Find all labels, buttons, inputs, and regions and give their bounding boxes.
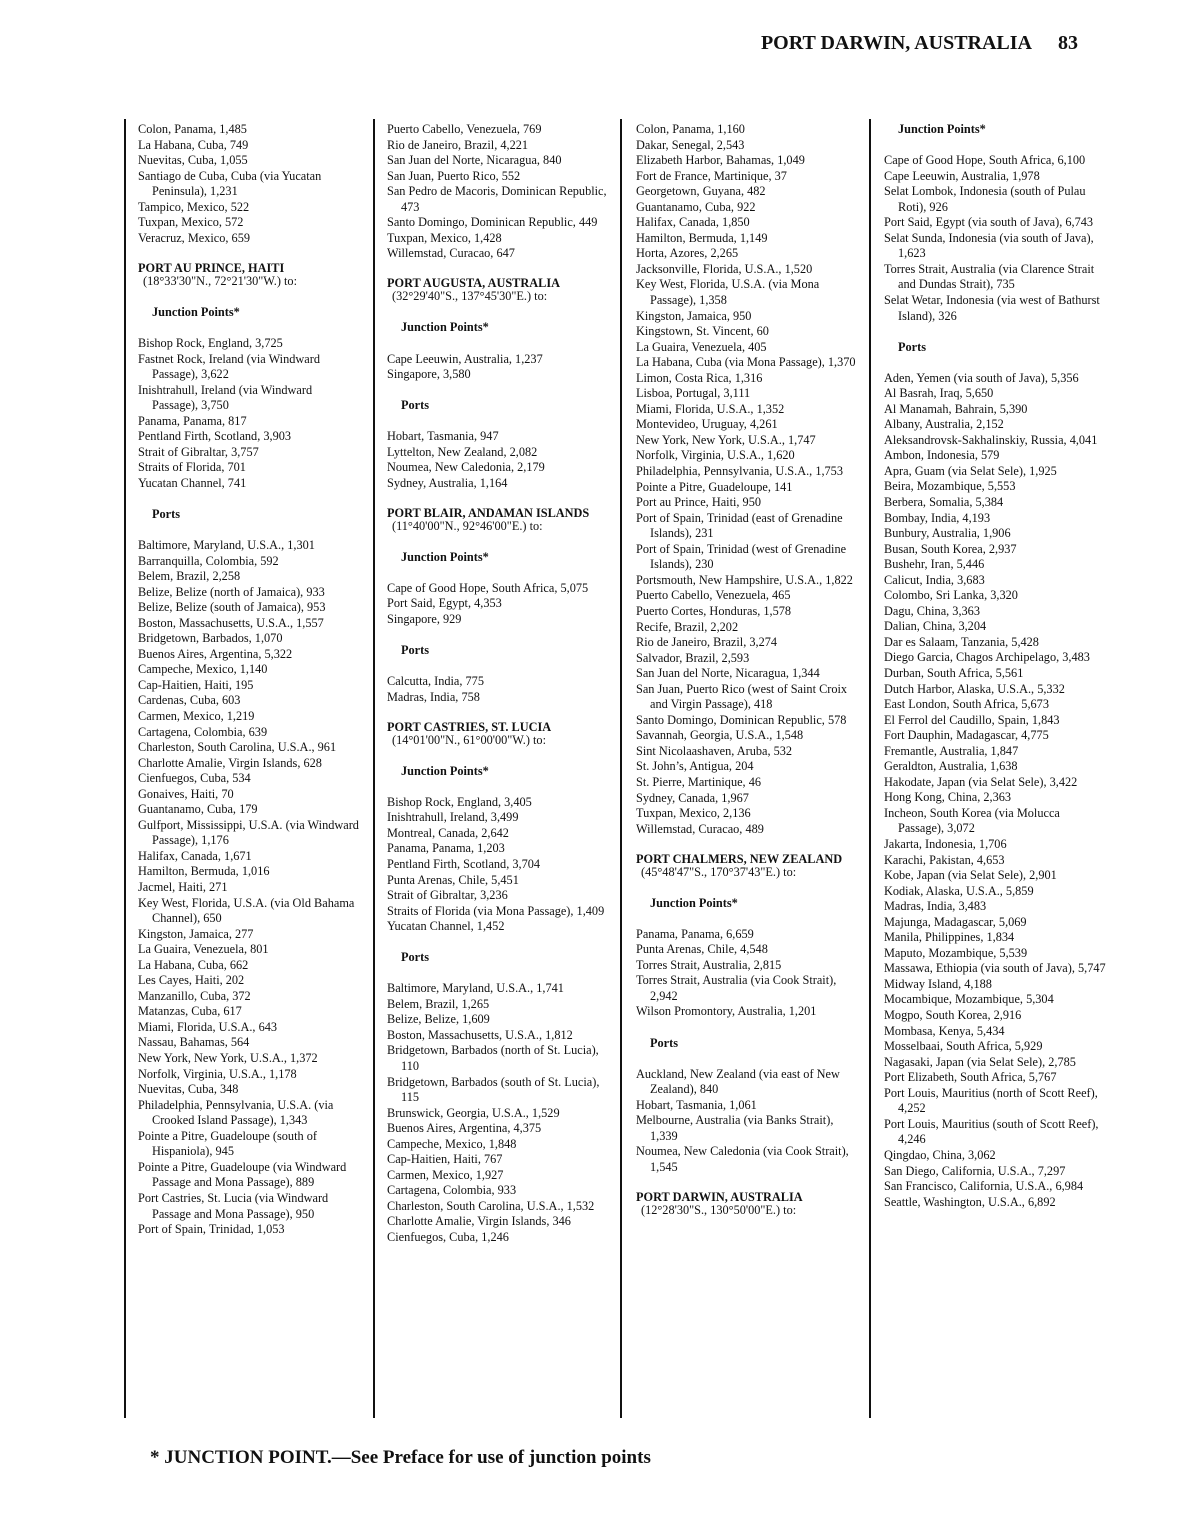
distance-entry: Savannah, Georgia, U.S.A., 1,548 — [636, 728, 804, 743]
distance-entry: Puerto Cabello, Venezuela, 769 — [387, 122, 542, 136]
distance-entry: Torres Strait, Australia, 2,815 — [636, 957, 782, 972]
distance-entry: La Habana, Cuba (via Mona Passage), 1,370 — [636, 355, 856, 370]
distance-entry: Jacmel, Haiti, 271 — [138, 880, 228, 895]
distance-entry: Straits of Florida, 701 — [138, 460, 246, 475]
distance-entry: St. Pierre, Martinique, 46 — [636, 774, 761, 789]
distance-entry: Tuxpan, Mexico, 572 — [138, 215, 244, 230]
column-4 — [884, 122, 1106, 1210]
distance-entry: Baltimore, Maryland, U.S.A., 1,301 — [138, 537, 315, 552]
distance-entry: Fremantle, Australia, 1,847 — [884, 743, 1019, 758]
distance-entry: Dutch Harbor, Alaska, U.S.A., 5,332 — [884, 681, 1065, 696]
section-subheading: Ports — [650, 1035, 678, 1050]
footnote: * JUNCTION POINT.—See Preface for use of junction points — [150, 1447, 651, 1468]
port-coordinates: (12°28'30"S., 130°50'00"E.) to: — [641, 1202, 797, 1217]
column-2 — [387, 122, 609, 1246]
distance-entry: Selat Wetar, Indonesia (via west of Bathurst Island), 326 — [884, 292, 1100, 323]
distance-entry: Veracruz, Mexico, 659 — [138, 230, 250, 245]
distance-entry: Manila, Philippines, 1,834 — [884, 930, 1015, 945]
section-subheading: Ports — [401, 643, 429, 658]
distance-entry: Nassau, Bahamas, 564 — [138, 1035, 250, 1050]
distance-entry: Bishop Rock, England, 3,725 — [138, 335, 283, 350]
distance-entry: Belize, Belize, 1,609 — [387, 1012, 490, 1027]
distance-entry: Cartagena, Colombia, 639 — [138, 724, 268, 739]
distance-entry: Hamilton, Bermuda, 1,016 — [138, 864, 270, 879]
section-subheading: Junction Points* — [898, 122, 986, 136]
distance-entry: Tampico, Mexico, 522 — [138, 199, 250, 214]
distance-entry: Nuevitas, Cuba, 348 — [138, 1082, 239, 1097]
distance-entry: Belem, Brazil, 1,265 — [387, 996, 490, 1011]
distance-entry: Aleksandrovsk-Sakhalinskiy, Russia, 4,041 — [884, 432, 1098, 447]
distance-entry: Colon, Panama, 1,160 — [636, 122, 745, 136]
distance-entry: Wilson Promontory, Australia, 1,201 — [636, 1004, 817, 1019]
distance-entry: Guantanamo, Cuba, 179 — [138, 802, 258, 817]
distance-entry: Cap-Haitien, Haiti, 767 — [387, 1152, 503, 1167]
port-coordinates: (45°48'47"S., 170°37'43"E.) to: — [641, 864, 797, 879]
distance-entry: Hamilton, Bermuda, 1,149 — [636, 230, 768, 245]
distance-entry: Sydney, Australia, 1,164 — [387, 475, 508, 490]
distance-entry: Madras, India, 758 — [387, 689, 480, 704]
distance-entry: La Habana, Cuba, 662 — [138, 957, 249, 972]
distance-entry: Mombasa, Kenya, 5,434 — [884, 1023, 1005, 1038]
distance-entry: Ambon, Indonesia, 579 — [884, 448, 1000, 463]
distance-entry: New York, New York, U.S.A., 1,372 — [138, 1051, 318, 1066]
distance-entry: Rio de Janeiro, Brazil, 3,274 — [636, 635, 778, 650]
distance-entry: Diego Garcia, Chagos Archipelago, 3,483 — [884, 650, 1090, 665]
distance-entry: Cape of Good Hope, South Africa, 5,075 — [387, 580, 589, 595]
distance-entry: Bunbury, Australia, 1,906 — [884, 526, 1011, 541]
distance-entry: Albany, Australia, 2,152 — [884, 417, 1004, 432]
distance-entry: Portsmouth, New Hampshire, U.S.A., 1,822 — [636, 572, 853, 587]
column-1 — [138, 122, 360, 1238]
port-coordinates: (11°40'00"N., 92°46'00"E.) to: — [392, 518, 543, 533]
section-subheading: Junction Points* — [401, 320, 489, 335]
distance-entry: Noumea, New Caledonia, 2,179 — [387, 460, 545, 475]
column-rule — [620, 119, 622, 1418]
distance-entry: Willemstad, Curacao, 489 — [636, 821, 764, 836]
distance-entry: San Pedro de Macoris, Dominican Republic, 473 — [387, 184, 607, 214]
distance-entry: San Diego, California, U.S.A., 7,297 — [884, 1163, 1066, 1178]
distance-entry: Maputo, Mozambique, 5,539 — [884, 945, 1028, 960]
distance-entry: Cardenas, Cuba, 603 — [138, 693, 241, 708]
distance-entry: Santiago de Cuba, Cuba (via Yucatan Peninsula), 1,231 — [138, 168, 322, 199]
distance-entry: Inishtrahull, Ireland (via Windward Passage), 3,750 — [138, 382, 313, 413]
distance-entry: Strait of Gibraltar, 3,236 — [387, 888, 508, 903]
page-header — [761, 32, 1078, 55]
section-subheading: Junction Points* — [401, 763, 489, 778]
distance-entry: Belize, Belize (south of Jamaica), 953 — [138, 600, 326, 615]
distance-entry: Sydney, Canada, 1,967 — [636, 790, 749, 805]
distance-entry: Hong Kong, China, 2,363 — [884, 790, 1012, 805]
distance-entry: Singapore, 929 — [387, 612, 462, 627]
distance-entry: Campeche, Mexico, 1,140 — [138, 662, 268, 677]
distance-entry: Carmen, Mexico, 1,927 — [387, 1167, 504, 1182]
section-subheading: Junction Points* — [152, 304, 240, 319]
distance-entry: Norfolk, Virginia, U.S.A., 1,178 — [138, 1066, 297, 1081]
distance-entry: Horta, Azores, 2,265 — [636, 246, 739, 261]
section-subheading: Junction Points* — [650, 895, 738, 910]
distance-entry: La Habana, Cuba, 749 — [138, 137, 249, 152]
distance-entry: Pointe a Pitre, Guadeloupe (south of Hispaniola), 945 — [138, 1128, 317, 1159]
distance-entry: Bushehr, Iran, 5,446 — [884, 557, 985, 572]
port-heading: PORT CASTRIES, ST. LUCIA — [387, 719, 552, 734]
distance-entry: Georgetown, Guyana, 482 — [636, 184, 766, 199]
distance-entry: Halifax, Canada, 1,850 — [636, 215, 750, 230]
distance-entry: San Francisco, California, U.S.A., 6,984 — [884, 1179, 1084, 1194]
section-subheading: Ports — [898, 339, 926, 354]
distance-entry: Kingston, Jamaica, 277 — [138, 926, 254, 941]
distance-entry: Dakar, Senegal, 2,543 — [636, 137, 745, 152]
section-subheading: Ports — [401, 950, 429, 965]
distance-entry: Charlotte Amalie, Virgin Islands, 628 — [138, 755, 322, 770]
port-heading: PORT AU PRINCE, HAITI — [138, 260, 285, 275]
distance-entry: Key West, Florida, U.S.A. (via Mona Passage), 1,358 — [636, 277, 820, 308]
distance-entry: Madras, India, 3,483 — [884, 899, 987, 914]
distance-entry: Boston, Massachusetts, U.S.A., 1,812 — [387, 1027, 573, 1042]
distance-entry: Charleston, South Carolina, U.S.A., 961 — [138, 740, 337, 755]
distance-entry: Tuxpan, Mexico, 2,136 — [636, 806, 751, 821]
distance-entry: Yucatan Channel, 1,452 — [387, 919, 505, 934]
distance-entry: Puerto Cortes, Honduras, 1,578 — [636, 603, 792, 618]
distance-entry: Charleston, South Carolina, U.S.A., 1,532 — [387, 1198, 595, 1213]
distance-entry: Qingdao, China, 3,062 — [884, 1147, 996, 1162]
distance-entry: Geraldton, Australia, 1,638 — [884, 759, 1018, 774]
distance-entry: Boston, Massachusetts, U.S.A., 1,557 — [138, 615, 324, 630]
distance-entry: Auckland, New Zealand (via east of New Zealand), 840 — [636, 1066, 840, 1097]
distance-entry: San Juan del Norte, Nicaragua, 1,344 — [636, 666, 820, 681]
distance-entry: Campeche, Mexico, 1,848 — [387, 1136, 517, 1151]
distance-entry: Lisboa, Portugal, 3,111 — [636, 386, 751, 401]
column-3 — [636, 122, 858, 1218]
distance-entry: Seattle, Washington, U.S.A., 6,892 — [884, 1194, 1056, 1209]
distance-entry: Jacksonville, Florida, U.S.A., 1,520 — [636, 261, 813, 276]
distance-entry: Pentland Firth, Scotland, 3,903 — [138, 429, 292, 444]
distance-entry: Panama, Panama, 817 — [138, 413, 247, 428]
page-number: 83 — [1058, 32, 1078, 54]
column-rule — [869, 119, 871, 1418]
distance-entry: Torres Strait, Australia (via Clarence Strait and Dundas Strait), 735 — [884, 261, 1095, 292]
distance-entry: Brunswick, Georgia, U.S.A., 1,529 — [387, 1105, 560, 1120]
distance-entry: Nagasaki, Japan (via Selat Sele), 2,785 — [884, 1054, 1076, 1069]
section-subheading: Junction Points* — [401, 549, 489, 564]
distance-entry: Calcutta, India, 775 — [387, 674, 484, 689]
port-heading: PORT BLAIR, ANDAMAN ISLANDS — [387, 505, 590, 520]
distance-entry: Durban, South Africa, 5,561 — [884, 666, 1024, 680]
distance-entry: Cape of Good Hope, South Africa, 6,100 — [884, 153, 1086, 168]
distance-entry: Aden, Yemen (via south of Java), 5,356 — [884, 370, 1079, 385]
distance-entry: Port Louis, Mauritius (north of Scott Reef), 4,252 — [884, 1085, 1098, 1116]
distance-entry: Bridgetown, Barbados (south of St. Lucia), 115 — [387, 1074, 600, 1105]
section-subheading: Ports — [401, 398, 429, 413]
distance-entry: Gonaives, Haiti, 70 — [138, 786, 234, 801]
distance-entry: Buenos Aires, Argentina, 4,375 — [387, 1121, 542, 1136]
distance-entry: Port Castries, St. Lucia (via Windward Passage and Mona Passage), 950 — [138, 1190, 329, 1221]
distance-entry: Port of Spain, Trinidad (east of Grenadine Islands), 231 — [636, 510, 843, 541]
distance-entry: San Juan, Puerto Rico (west of Saint Croix and Virgin Passage), 418 — [636, 681, 848, 712]
distance-entry: Colon, Panama, 1,485 — [138, 122, 247, 136]
distance-entry: Mosselbaai, South Africa, 5,929 — [884, 1039, 1043, 1054]
distance-entry: Recife, Brazil, 2,202 — [636, 619, 739, 634]
distance-entry: Baltimore, Maryland, U.S.A., 1,741 — [387, 981, 564, 996]
distance-entry: Guantanamo, Cuba, 922 — [636, 199, 756, 214]
distance-entry: Strait of Gibraltar, 3,757 — [138, 444, 259, 459]
distance-entry: Matanzas, Cuba, 617 — [138, 1004, 242, 1019]
distance-entry: Belize, Belize (north of Jamaica), 933 — [138, 584, 325, 599]
distance-entry: Kodiak, Alaska, U.S.A., 5,859 — [884, 883, 1034, 898]
distance-entry: Hobart, Tasmania, 947 — [387, 429, 499, 444]
distance-entry: Cartagena, Colombia, 933 — [387, 1183, 517, 1198]
distance-entry: Les Cayes, Haiti, 202 — [138, 973, 245, 988]
distance-entry: Al Manamah, Bahrain, 5,390 — [884, 401, 1028, 416]
distance-entry: New York, New York, U.S.A., 1,747 — [636, 432, 816, 447]
port-coordinates: (32°29'40"S., 137°45'30"E.) to: — [392, 289, 548, 304]
distance-entry: Singapore, 3,580 — [387, 367, 471, 382]
distance-entry: Berbera, Somalia, 5,384 — [884, 494, 1004, 509]
distance-entry: Port au Prince, Haiti, 950 — [636, 495, 761, 510]
distance-entry: Kobe, Japan (via Selat Sele), 2,901 — [884, 868, 1057, 883]
distance-entry: Belem, Brazil, 2,258 — [138, 569, 241, 584]
distance-entry: Philadelphia, Pennsylvania, U.S.A. (via Crooked Island Passage), 1,343 — [138, 1097, 334, 1128]
distance-entry: Port Elizabeth, South Africa, 5,767 — [884, 1070, 1057, 1085]
distance-entry: Midway Island, 4,188 — [884, 976, 992, 991]
distance-entry: Manzanillo, Cuba, 372 — [138, 988, 251, 1003]
distance-entry: Pointe a Pitre, Guadeloupe, 141 — [636, 479, 793, 494]
distance-entry: Port of Spain, Trinidad (west of Grenadine Islands), 230 — [636, 541, 847, 572]
distance-entry: St. John’s, Antigua, 204 — [636, 759, 754, 774]
distance-entry: Port of Spain, Trinidad, 1,053 — [138, 1222, 285, 1237]
distance-entry: Sint Nicolaashaven, Aruba, 532 — [636, 743, 793, 758]
distance-entry: Philadelphia, Pennsylvania, U.S.A., 1,753 — [636, 464, 843, 479]
distance-entry: Salvador, Brazil, 2,593 — [636, 650, 750, 665]
port-coordinates: (18°33'30"N., 72°21'30"W.) to: — [143, 273, 297, 288]
distance-entry: Noumea, New Caledonia (via Cook Strait), 1,545 — [636, 1144, 849, 1174]
distance-entry: Montevideo, Uruguay, 4,261 — [636, 417, 778, 432]
distance-entry: Selat Sunda, Indonesia (via south of Java), 1,623 — [884, 230, 1094, 261]
distance-entry: Straits of Florida (via Mona Passage), 1,409 — [387, 903, 605, 918]
distance-entry: Dagu, China, 3,363 — [884, 603, 980, 618]
distance-entry: Punta Arenas, Chile, 5,451 — [387, 872, 519, 887]
distance-entry: Pentland Firth, Scotland, 3,704 — [387, 857, 541, 871]
distance-entry: Nuevitas, Cuba, 1,055 — [138, 153, 248, 168]
distance-entry: La Guaira, Venezuela, 405 — [636, 339, 767, 354]
distance-entry: Port Said, Egypt, 4,353 — [387, 596, 502, 611]
distance-entry: Yucatan Channel, 741 — [138, 475, 247, 490]
distance-entry: Cap-Haitien, Haiti, 195 — [138, 677, 254, 692]
column-rule — [124, 119, 126, 1418]
distance-entry: Miami, Florida, U.S.A., 643 — [138, 1019, 278, 1034]
distance-entry: Cienfuegos, Cuba, 534 — [138, 771, 251, 786]
distance-entry: Pointe a Pitre, Guadeloupe (via Windward Passage and Mona Passage), 889 — [138, 1159, 347, 1190]
distance-entry: Cienfuegos, Cuba, 1,246 — [387, 1230, 509, 1245]
distance-entry: Port Louis, Mauritius (south of Scott Reef), 4,246 — [884, 1116, 1099, 1147]
distance-entry: Lyttelton, New Zealand, 2,082 — [387, 444, 538, 459]
distance-entry: Mocambique, Mozambique, 5,304 — [884, 992, 1054, 1007]
distance-entry: Incheon, South Korea (via Molucca Passage), 3,072 — [884, 805, 1060, 836]
distance-entry: Hobart, Tasmania, 1,061 — [636, 1097, 757, 1112]
distance-entry: Fastnet Rock, Ireland (via Windward Passage), 3,622 — [138, 351, 320, 382]
distance-entry: Massawa, Ethiopia (via south of Java), 5,747 — [884, 961, 1106, 976]
distance-entry: Santo Domingo, Dominican Republic, 578 — [636, 712, 847, 727]
distance-entry: Melbourne, Australia (via Banks Strait), 1,339 — [636, 1113, 834, 1143]
page-title: PORT DARWIN, AUSTRALIA — [760, 32, 1032, 54]
distance-entry: Bridgetown, Barbados (north of St. Lucia), 110 — [387, 1043, 599, 1074]
distance-entry: Charlotte Amalie, Virgin Islands, 346 — [387, 1214, 571, 1229]
distance-entry: Calicut, India, 3,683 — [884, 572, 985, 587]
distance-entry: East London, South Africa, 5,673 — [884, 697, 1049, 712]
distance-entry: Majunga, Madagascar, 5,069 — [884, 914, 1027, 929]
port-heading: PORT AUGUSTA, AUSTRALIA — [387, 276, 561, 291]
distance-entry: Barranquilla, Colombia, 592 — [138, 553, 279, 568]
distance-entry: Cape Leeuwin, Australia, 1,978 — [884, 168, 1040, 183]
section-subheading: Ports — [152, 506, 180, 521]
distance-entry: Cape Leeuwin, Australia, 1,237 — [387, 351, 543, 366]
distance-entry: Kingstown, St. Vincent, 60 — [636, 324, 769, 339]
distance-entry: Kingston, Jamaica, 950 — [636, 308, 752, 323]
distance-entry: Panama, Panama, 6,659 — [636, 926, 754, 941]
port-heading: PORT CHALMERS, NEW ZEALAND — [636, 851, 843, 866]
distance-entry: Santo Domingo, Dominican Republic, 449 — [387, 215, 598, 230]
distance-entry: Miami, Florida, U.S.A., 1,352 — [636, 401, 785, 416]
distance-entry: Punta Arenas, Chile, 4,548 — [636, 942, 768, 957]
distance-entry: Elizabeth Harbor, Bahamas, 1,049 — [636, 153, 805, 168]
distance-entry: La Guaira, Venezuela, 801 — [138, 942, 269, 957]
distance-entry: Gulfport, Mississippi, U.S.A. (via Windward Passage), 1,176 — [138, 817, 359, 848]
distance-entry: Norfolk, Virginia, U.S.A., 1,620 — [636, 448, 795, 463]
distance-entry: Panama, Panama, 1,203 — [387, 841, 505, 856]
distance-entry: Beira, Mozambique, 5,553 — [884, 479, 1016, 494]
distance-entry: Apra, Guam (via Selat Sele), 1,925 — [884, 463, 1057, 478]
distance-entry: San Juan del Norte, Nicaragua, 840 — [387, 153, 562, 168]
distance-entry: Al Basrah, Iraq, 5,650 — [884, 386, 994, 401]
distance-entry: Tuxpan, Mexico, 1,428 — [387, 230, 502, 245]
distance-entry: Fort Dauphin, Madagascar, 4,775 — [884, 728, 1049, 743]
distance-entry: Selat Lombok, Indonesia (south of Pulau Roti), 926 — [884, 184, 1086, 214]
distance-entry: San Juan, Puerto Rico, 552 — [387, 168, 521, 183]
distance-entry: Rio de Janeiro, Brazil, 4,221 — [387, 137, 529, 152]
distance-entry: Colombo, Sri Lanka, 3,320 — [884, 588, 1018, 603]
distance-entry: Torres Strait, Australia (via Cook Strait), 2,942 — [636, 973, 837, 1003]
distance-entry: Port Said, Egypt (via south of Java), 6,743 — [884, 215, 1094, 230]
distance-entry: Bridgetown, Barbados, 1,070 — [138, 631, 283, 646]
distance-entry: Willemstad, Curacao, 647 — [387, 246, 515, 261]
distance-entry: Montreal, Canada, 2,642 — [387, 825, 509, 840]
distance-entry: Limon, Costa Rica, 1,316 — [636, 370, 763, 385]
distance-entry: Mogpo, South Korea, 2,916 — [884, 1008, 1022, 1023]
distance-entry: Bombay, India, 4,193 — [884, 510, 991, 525]
column-rule — [373, 119, 375, 1418]
distance-entry: Buenos Aires, Argentina, 5,322 — [138, 646, 293, 661]
distance-entry: Busan, South Korea, 2,937 — [884, 541, 1017, 556]
port-coordinates: (14°01'00"N., 61°00'00"W.) to: — [392, 732, 546, 747]
distance-entry: Halifax, Canada, 1,671 — [138, 848, 252, 863]
distance-entry: Hakodate, Japan (via Selat Sele), 3,422 — [884, 774, 1078, 789]
distance-entry: Bishop Rock, England, 3,405 — [387, 794, 532, 809]
distance-entry: El Ferrol del Caudillo, Spain, 1,843 — [884, 712, 1060, 727]
distance-entry: Karachi, Pakistan, 4,653 — [884, 852, 1005, 867]
port-heading: PORT DARWIN, AUSTRALIA — [636, 1189, 803, 1204]
distance-entry: Dar es Salaam, Tanzania, 5,428 — [884, 634, 1039, 649]
distance-entry: Carmen, Mexico, 1,219 — [138, 709, 255, 723]
distance-entry: Fort de France, Martinique, 37 — [636, 168, 787, 183]
distance-entry: Inishtrahull, Ireland, 3,499 — [387, 810, 519, 825]
distance-entry: Dalian, China, 3,204 — [884, 619, 987, 634]
distance-entry: Puerto Cabello, Venezuela, 465 — [636, 588, 791, 603]
distance-entry: Jakarta, Indonesia, 1,706 — [884, 837, 1007, 852]
distance-entry: Key West, Florida, U.S.A. (via Old Bahama Channel), 650 — [138, 895, 355, 926]
